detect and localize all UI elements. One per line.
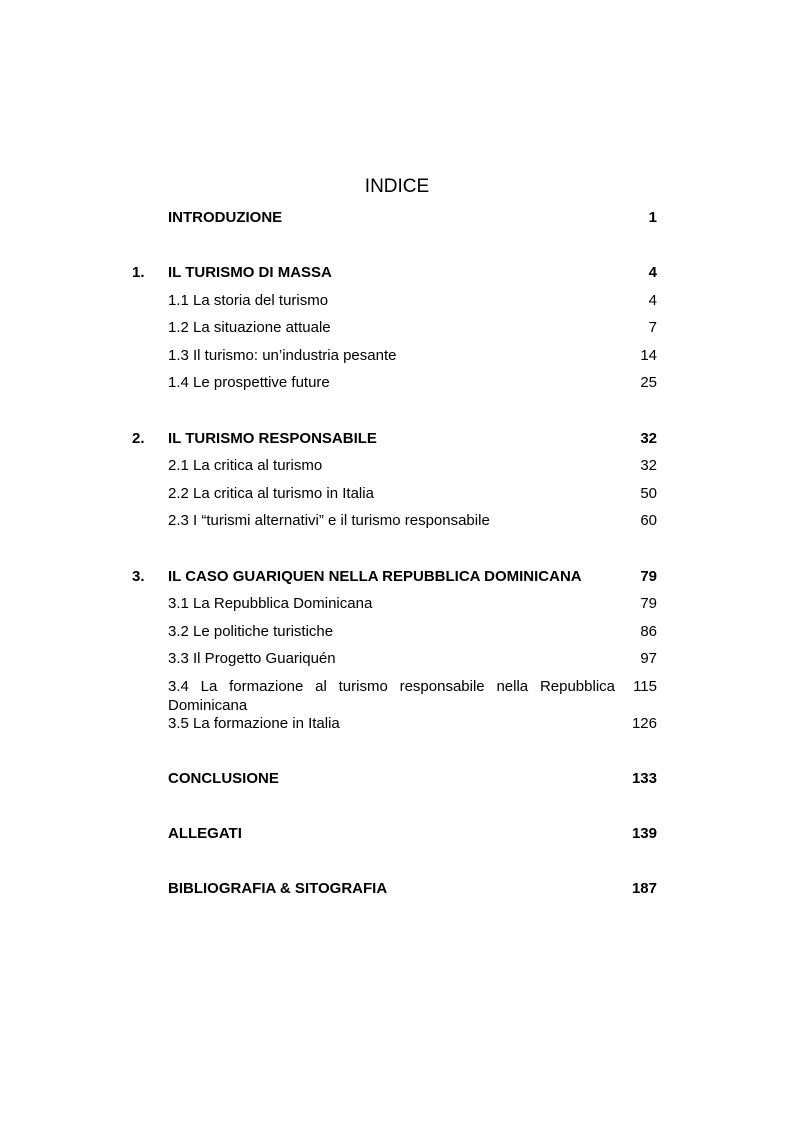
toc-entry-label: 1.1 La storia del turismo: [168, 292, 329, 309]
toc-entry-label: 1.4 Le prospettive future: [168, 374, 330, 391]
toc-entry-page: 1: [648, 209, 657, 226]
toc-entry-label: 1.3 Il turismo: un’industria pesante: [168, 347, 397, 364]
toc-section-1-3[interactable]: [132, 346, 657, 366]
toc-entry-page: 139: [631, 825, 657, 842]
toc-entry-page: 97: [640, 650, 657, 667]
toc-entry-page: 4: [648, 292, 657, 309]
toc-entry-label: 3.4 La formazione al turismo responsabile nella Repubblica Dominicana: [168, 678, 615, 714]
toc-entry-page: 86: [640, 623, 657, 640]
toc-entry-label: 2.2 La critica al turismo in Italia: [168, 485, 374, 502]
toc-entry-label: 3.2 Le politiche turistiche: [168, 623, 334, 640]
chapter-number: 1.: [132, 264, 145, 281]
toc-section-3-1[interactable]: [132, 594, 657, 614]
toc-entry-label: 3.1 La Repubblica Dominicana: [168, 595, 373, 612]
toc-entry-label: INTRODUZIONE: [168, 209, 283, 226]
toc-section-1-1[interactable]: [132, 291, 657, 311]
toc-entry-page: 126: [631, 715, 657, 732]
toc-entry-page: 79: [640, 595, 657, 612]
toc-entry-label: IL TURISMO RESPONSABILE: [168, 430, 377, 447]
toc-entry-page: 187: [631, 880, 657, 897]
toc-entry-label: 3.5 La formazione in Italia: [168, 715, 340, 732]
toc-section-1-2[interactable]: [132, 318, 657, 338]
toc-entry-introduzione[interactable]: [132, 208, 657, 228]
toc-entry-label: CONCLUSIONE: [168, 770, 279, 787]
page-title: INDICE: [364, 176, 430, 197]
chapter-number: 3.: [132, 568, 145, 585]
toc-entry-conclusione[interactable]: [132, 769, 657, 789]
toc-section-2-3[interactable]: [132, 511, 657, 531]
toc-entry-label: IL TURISMO DI MASSA: [168, 264, 332, 281]
toc-section-2-2[interactable]: [132, 484, 657, 504]
toc-entry-page: 50: [640, 485, 657, 502]
toc-entry-label: 2.3 I “turismi alternativi” e il turismo responsabile: [168, 512, 490, 529]
toc-chapter-2[interactable]: [132, 429, 657, 449]
toc-entry-page: 133: [631, 770, 657, 787]
chapter-number: 2.: [132, 430, 145, 447]
toc-chapter-1[interactable]: [132, 263, 657, 283]
toc-section-3-3[interactable]: [132, 649, 657, 669]
toc-entry-page: 7: [648, 319, 657, 336]
toc-entry-label: 1.2 La situazione attuale: [168, 319, 331, 336]
toc-entry-page: 115: [633, 678, 657, 695]
toc-entry-allegati[interactable]: [132, 824, 657, 844]
toc-entry-label: 2.1 La critica al turismo: [168, 457, 323, 474]
toc-entry-bibliografia[interactable]: [132, 879, 657, 899]
toc-entry-page: 79: [640, 568, 657, 585]
toc-entry-page: 14: [640, 347, 657, 364]
toc-entry-page: 25: [640, 374, 657, 391]
toc-entry-page: 32: [640, 457, 657, 474]
toc-entry-label: ALLEGATI: [168, 825, 242, 842]
toc-section-3-5[interactable]: [132, 714, 657, 734]
toc-entry-page: 4: [648, 264, 657, 281]
toc-entry-label: 3.3 Il Progetto Guariquén: [168, 650, 336, 667]
toc-chapter-3[interactable]: [132, 567, 657, 587]
toc-entry-label: IL CASO GUARIQUEN NELLA REPUBBLICA DOMINICANA: [168, 568, 582, 585]
toc-entry-page: 32: [640, 430, 657, 447]
toc-entry-page: 60: [640, 512, 657, 529]
toc-entry-label: BIBLIOGRAFIA & SITOGRAFIA: [168, 880, 388, 897]
toc-section-1-4[interactable]: [132, 373, 657, 393]
toc-section-3-2[interactable]: [132, 622, 657, 642]
toc-section-2-1[interactable]: [132, 456, 657, 476]
